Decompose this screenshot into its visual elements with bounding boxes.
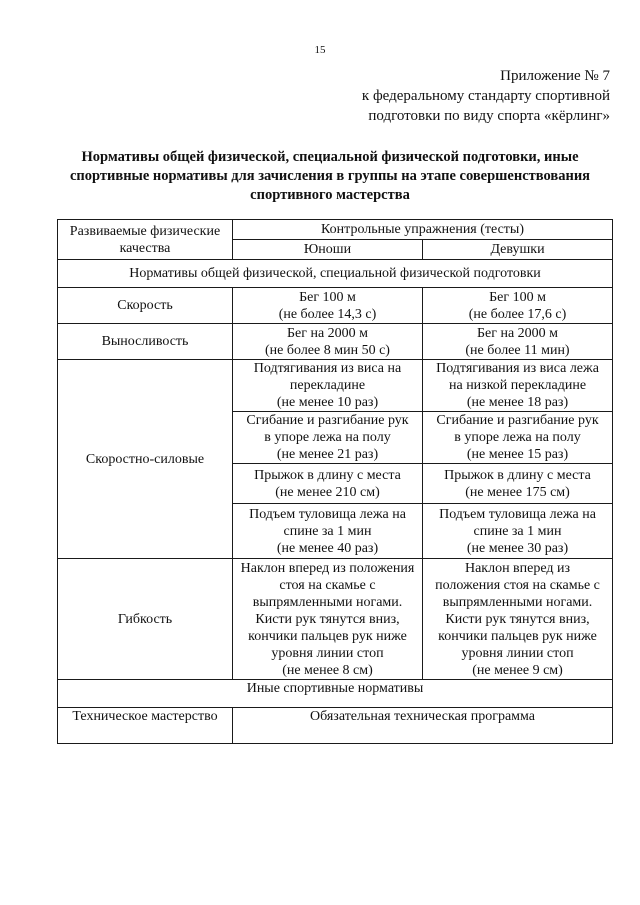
norm-line: Наклон вперед из [464, 560, 571, 576]
norm-line: в упоре лежа на полу [454, 430, 581, 445]
norm-line: (не менее 10 раз) [276, 395, 379, 410]
header-qualities [58, 220, 233, 260]
norm-line: уровня линии стоп [461, 645, 574, 661]
title-line: спортивного мастерства [250, 187, 410, 203]
quality-cell: Скоростно-силовые [58, 360, 233, 559]
section-row [58, 680, 613, 708]
norm-line: Подъем туловища лежа на [439, 506, 596, 522]
norm-line: стоя на скамье с [279, 577, 376, 593]
section-heading: Иные спортивные нормативы [58, 680, 613, 708]
norm-line: Бег на 2000 м [476, 325, 559, 341]
table-header-row [58, 220, 613, 240]
norm-line: положения стоя на скамье с [435, 577, 600, 593]
boys-norm-cell [233, 288, 423, 324]
table-row [58, 360, 613, 412]
quality-cell: Гибкость [58, 559, 233, 680]
table-row [58, 559, 613, 680]
girls-norm-cell [423, 288, 613, 324]
girls-norm-cell [423, 360, 613, 412]
norm-line: Сгибание и разгибание рук [246, 413, 409, 428]
norm-line: в упоре лежа на полу [264, 430, 391, 445]
norm-line: Кисти рук тянутся вниз, [255, 611, 400, 627]
section-heading: Нормативы общей физической, специальной физической подготовки [58, 260, 613, 288]
norm-line: (не менее 210 см) [275, 484, 380, 500]
norm-line: кончики пальцев рук ниже [438, 628, 597, 644]
norm-line: (не более 17,6 с) [468, 306, 567, 322]
norm-line: (не более 14,3 с) [278, 306, 377, 322]
girls-norm-cell [423, 324, 613, 360]
norm-line: Бег 100 м [299, 289, 356, 305]
norm-line: Наклон вперед из положения [240, 560, 415, 576]
boys-norm-cell [233, 360, 423, 412]
norm-line: (не менее 175 см) [465, 484, 570, 500]
norm-line: (не менее 21 раз) [276, 447, 379, 462]
norm-line: (не более 8 мин 50 с) [265, 342, 390, 358]
norms-table [57, 219, 613, 744]
header-boys: Юноши [233, 240, 423, 260]
table-row [58, 708, 613, 744]
boys-norm-cell [233, 412, 423, 464]
norm-line: Прыжок в длину с места [254, 467, 401, 483]
quality-cell: Техническое мастерство [58, 708, 233, 744]
appendix-line: подготовки по виду спорта «кёрлинг» [368, 108, 610, 124]
header-exercises: Контрольные упражнения (тесты) [233, 220, 613, 240]
norm-line: перекладине [289, 378, 366, 393]
title-line: спортивные нормативы для зачисления в группы на этапе совершенствования [69, 168, 591, 184]
norm-line: кончики пальцев рук ниже [248, 628, 407, 644]
boys-norm-cell [233, 559, 423, 680]
norm-line: уровня линии стоп [271, 645, 384, 661]
appendix-reference [250, 66, 610, 126]
norm-line: спине за 1 мин [473, 523, 562, 539]
boys-norm-cell [233, 504, 423, 559]
norm-line: Прыжок в длину с места [444, 467, 591, 483]
section-row [58, 260, 613, 288]
quality-cell: Выносливость [58, 324, 233, 360]
boys-norm-cell [233, 464, 423, 504]
header-girls: Девушки [423, 240, 613, 260]
table-row [58, 324, 613, 360]
norm-line: (не менее 18 раз) [466, 395, 569, 410]
requirement-cell: Обязательная техническая программа [233, 708, 613, 744]
quality-cell: Скорость [58, 288, 233, 324]
norm-line: на низкой перекладине [448, 378, 587, 393]
norm-line: (не менее 40 раз) [276, 540, 379, 556]
norm-line: Бег на 2000 м [286, 325, 369, 341]
girls-norm-cell [423, 464, 613, 504]
norm-line: Кисти рук тянутся вниз, [445, 611, 590, 627]
appendix-line: к федеральному стандарту спортивной [361, 88, 610, 104]
girls-norm-cell [423, 504, 613, 559]
girls-norm-cell [423, 412, 613, 464]
norm-line: выпрямленными ногами. [442, 594, 593, 610]
norm-line: (не менее 8 см) [282, 662, 373, 678]
header-text: качества [119, 240, 171, 256]
norm-line: Подтягивания из виса на [253, 361, 402, 376]
girls-norm-cell [423, 559, 613, 680]
document-title [40, 148, 620, 205]
table-row [58, 288, 613, 324]
norm-line: (не менее 30 раз) [466, 540, 569, 556]
page-number: 15 [314, 44, 326, 56]
boys-norm-cell [233, 324, 423, 360]
norm-line: (не более 11 мин) [465, 342, 570, 358]
norm-line: выпрямленными ногами. [252, 594, 403, 610]
norm-line: спине за 1 мин [283, 523, 372, 539]
appendix-line: Приложение № 7 [500, 68, 610, 84]
norm-line: Подъем туловища лежа на [249, 506, 406, 522]
norm-line: Подтягивания из виса лежа [436, 361, 599, 376]
norm-line: (не менее 15 раз) [466, 447, 569, 462]
norm-line: Сгибание и разгибание рук [436, 413, 599, 428]
title-line: Нормативы общей физической, специальной физической подготовки, иные [81, 149, 579, 165]
header-text: Развиваемые физические [69, 223, 221, 239]
norm-line: (не менее 9 см) [472, 662, 563, 678]
norm-line: Бег 100 м [489, 289, 546, 305]
